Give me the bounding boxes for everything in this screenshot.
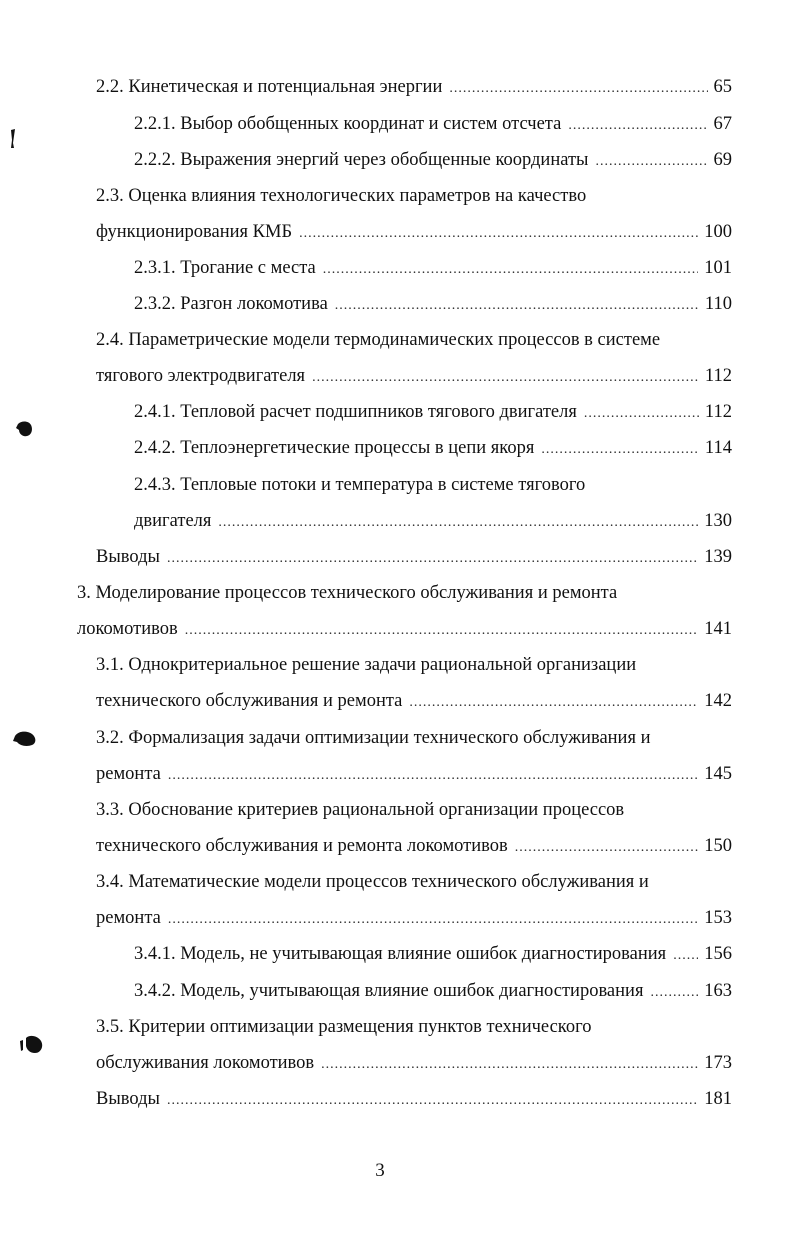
toc-entry-title: локомотивов (77, 619, 178, 639)
toc-entry (96, 1088, 732, 1112)
leader-dots (299, 223, 698, 245)
leader-dots (167, 1090, 698, 1112)
toc-entry-page: 110 (704, 294, 732, 314)
toc-entry-page: 156 (704, 944, 732, 964)
toc-entry-title: 3.5. Критерии оптимизации размещения пунктов технического (96, 1017, 592, 1037)
toc-entry-title: 3.4. Математические модели процессов технического обслуживания и (96, 872, 649, 892)
toc-entry-title: Выводы (96, 547, 160, 567)
toc-entry-title: 3.3. Обоснование критериев рациональной организации процессов (96, 800, 625, 820)
toc-entry (96, 763, 732, 787)
toc-entry (96, 690, 732, 714)
toc-entry-title: 2.3. Оценка влияния технологических параметров на качество (96, 186, 587, 206)
toc-entry (134, 113, 732, 137)
toc-entry (134, 943, 732, 967)
toc-entry-page: 181 (704, 1089, 732, 1109)
toc-entry-title: 2.2. Кинетическая и потенциальная энергии (96, 77, 443, 97)
leader-dots (168, 765, 698, 787)
leader-dots (409, 692, 698, 714)
toc-entry-title: 3.1. Однокритериальное решение задачи рациональной организации (96, 655, 637, 675)
toc-entry-page: 173 (704, 1053, 732, 1073)
leader-dots (312, 367, 699, 389)
toc-entry-page: 69 (713, 150, 732, 170)
leader-dots (568, 115, 707, 137)
toc-entry-page: 65 (713, 77, 732, 97)
toc-entry (96, 365, 732, 389)
toc-entry (134, 401, 732, 425)
toc-entry (77, 618, 732, 642)
scan-blot (18, 1032, 46, 1058)
toc-entry-title: 2.3.1. Трогание с места (134, 258, 316, 278)
toc-entry-title: 2.4.2. Теплоэнергетические процессы в цепи якоря (134, 438, 535, 458)
toc-entry-page: 150 (704, 836, 732, 856)
toc-entry-title: обслуживания локомотивов (96, 1053, 315, 1073)
toc-entry-title: функционирования КМБ (96, 222, 293, 242)
toc-entry (134, 980, 732, 1004)
toc-entry-page: 145 (704, 764, 732, 784)
leader-dots (650, 982, 698, 1004)
toc-entry-page: 141 (704, 619, 732, 639)
toc-entry (134, 257, 732, 281)
leader-dots (541, 439, 699, 461)
scan-blot (14, 418, 36, 440)
toc-entry-title: 3.2. Формализация задачи оптимизации технического обслуживания и (96, 728, 651, 748)
leader-dots (449, 78, 707, 100)
toc-entry-page: 114 (704, 438, 732, 458)
leader-dots (673, 945, 698, 967)
toc-entry-title: Выводы (96, 1089, 160, 1109)
leader-dots (167, 548, 698, 570)
toc-entry-title: технического обслуживания и ремонта (96, 691, 403, 711)
toc-entry-page: 153 (704, 908, 732, 928)
toc-entry-title: 2.4.1. Тепловой расчет подшипников тягового двигателя (134, 402, 577, 422)
toc-entry (96, 907, 732, 931)
toc-entry (96, 221, 732, 245)
toc-entry-title: технического обслуживания и ремонта локомотивов (96, 836, 508, 856)
leader-dots (168, 909, 698, 931)
toc-entry-title: двигателя (134, 511, 212, 531)
toc-entry-title: 2.2.2. Выражения энергий через обобщенные координаты (134, 150, 589, 170)
toc-entry-page: 101 (704, 258, 732, 278)
leader-dots (218, 512, 698, 534)
toc-entry (134, 149, 732, 173)
scan-blot (8, 128, 18, 150)
toc-entry (96, 835, 732, 859)
leader-dots (515, 837, 699, 859)
scan-blot (12, 728, 40, 750)
toc-entry-page: 142 (704, 691, 732, 711)
toc-entry-page: 67 (713, 114, 732, 134)
toc-entry (134, 437, 732, 461)
toc-entry-page: 112 (704, 366, 732, 386)
toc-entry-page: 130 (704, 511, 732, 531)
leader-dots (584, 403, 699, 425)
toc-entry (96, 1052, 732, 1076)
toc-entry-title: ремонта (96, 764, 161, 784)
toc-entry-page: 163 (704, 981, 732, 1001)
toc-entry-title: 3.4.1. Модель, не учитывающая влияние ошибок диагностирования (134, 944, 667, 964)
leader-dots (321, 1054, 698, 1076)
toc-entry-title: 2.4. Параметрические модели термодинамических процессов в системе (96, 330, 661, 350)
toc-entry-title: ремонта (96, 908, 161, 928)
toc-entry-page: 100 (704, 222, 732, 242)
toc-entry-title: 2.3.2. Разгон локомотива (134, 294, 328, 314)
toc-entry (134, 293, 732, 317)
toc-entry-page: 139 (704, 547, 732, 567)
page-number: 3 (375, 1160, 385, 1181)
leader-dots (335, 295, 699, 317)
leader-dots (595, 151, 707, 173)
toc-entry-page: 112 (704, 402, 732, 422)
leader-dots (323, 259, 699, 281)
toc-entry (96, 546, 732, 570)
toc-entry (96, 76, 732, 100)
toc-entry-title: тягового электродвигателя (96, 366, 306, 386)
toc-entry-title: 3. Моделирование процессов технического обслуживания и ремонта (77, 583, 618, 603)
toc-entry-title: 2.2.1. Выбор обобщенных координат и систем отсчета (134, 114, 562, 134)
leader-dots (185, 620, 699, 642)
toc-entry-title: 3.4.2. Модель, учитывающая влияние ошибок диагностирования (134, 981, 644, 1001)
toc-entry (134, 510, 732, 534)
toc-entry-title: 2.4.3. Тепловые потоки и температура в системе тягового (134, 475, 586, 495)
